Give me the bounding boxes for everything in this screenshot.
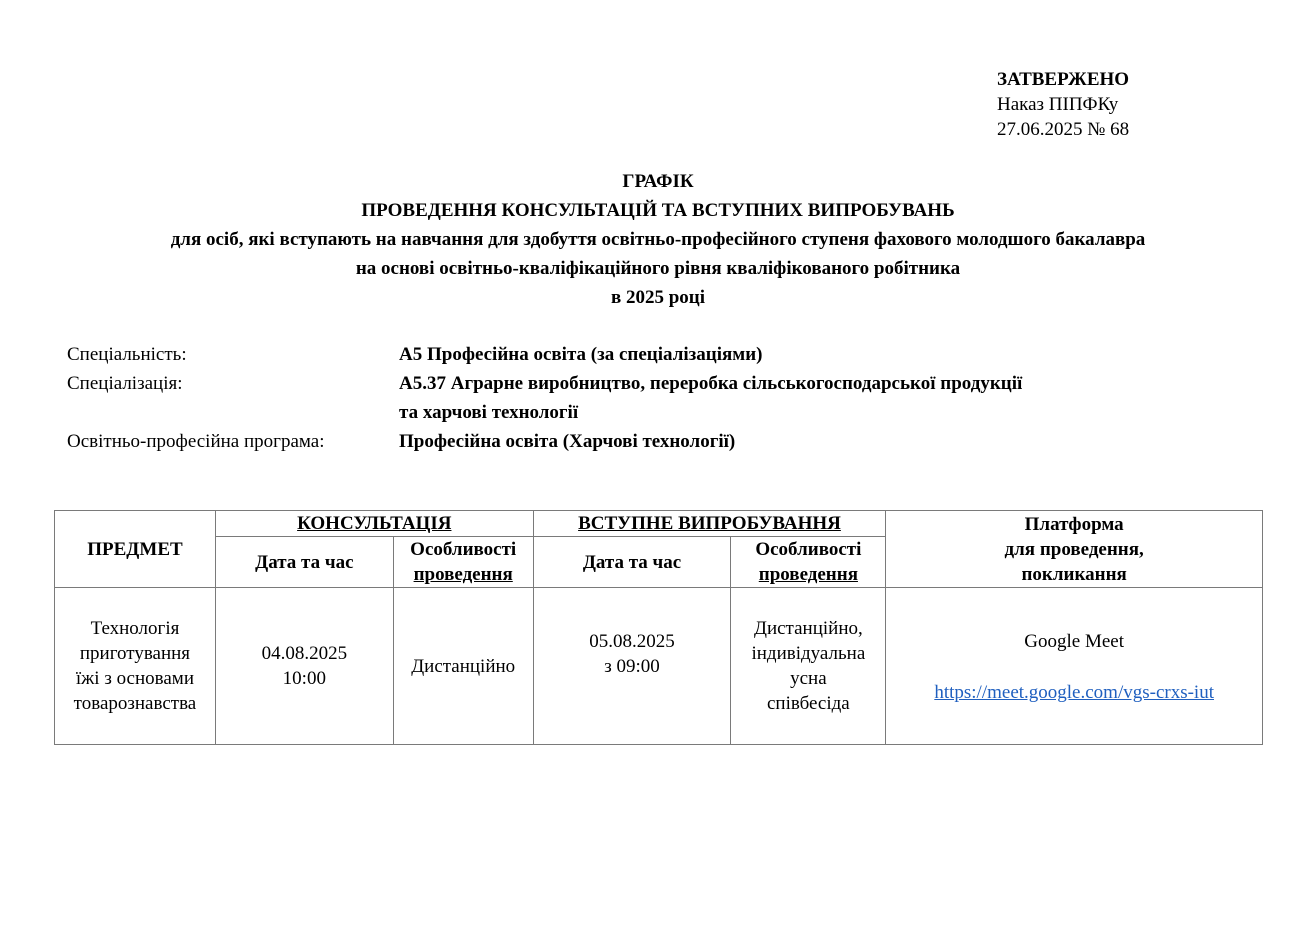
exam-mode-cell (731, 588, 886, 745)
approval-order: Наказ ПІПФКу (997, 94, 1119, 115)
subject-line-2: приготування (79, 643, 191, 664)
specialty-label: Спеціальність: (67, 344, 187, 365)
consult-mode-cell: Дистанційно (393, 588, 533, 745)
consult-datetime-cell (215, 588, 393, 745)
header-row-1 (55, 511, 1263, 537)
exam-mode-line-4: співбесіда (766, 693, 850, 714)
header-exam-features-line-2: проведення (758, 564, 858, 585)
specialization-label: Спеціалізація: (67, 373, 183, 394)
specialty-value: А5 Професійна освіта (за спеціалізаціями) (399, 344, 763, 365)
subject-cell (55, 588, 216, 745)
subject-line-1: Технологія (90, 618, 180, 639)
exam-mode-line-1: Дистанційно, (754, 618, 863, 639)
schedule-table (54, 510, 1263, 745)
header-consult-features (393, 537, 533, 588)
specialization-value (399, 369, 1022, 427)
consult-date: 04.08.2025 (261, 643, 348, 664)
header-platform-line-3: покликання (1021, 563, 1127, 585)
specialty-row (67, 340, 1022, 369)
header-consult-features-line-2: проведення (413, 564, 513, 585)
header-platform-line-1: Платформа (1024, 513, 1124, 535)
exam-datetime-cell (533, 588, 731, 745)
subject-line-4: товарознавства (73, 693, 197, 714)
approval-heading: ЗАТВЕРЖЕНО (997, 69, 1130, 90)
program-label: Освітньо-професійна програма: (67, 431, 325, 452)
program-value: Професійна освіта (Харчові технології) (399, 431, 736, 452)
title-line-4: на основі освітньо-кваліфікаційного рівня кваліфікованого робітника (355, 258, 961, 279)
header-subject: ПРЕДМЕТ (55, 511, 216, 588)
header-exam: ВСТУПНЕ ВИПРОБУВАННЯ (533, 511, 886, 537)
header-consult-date: Дата та час (215, 537, 393, 588)
title-line-2: ПРОВЕДЕННЯ КОНСУЛЬТАЦІЙ ТА ВСТУПНИХ ВИПРОБУВАНЬ (361, 200, 955, 221)
header-exam-features-line-1: Особливості (755, 539, 862, 560)
platform-name: Google Meet (1024, 631, 1125, 652)
consult-time: 10:00 (282, 668, 326, 689)
header-exam-date: Дата та час (533, 537, 731, 588)
subject-line-3: їжі з основами (75, 668, 195, 689)
header-consultation: КОНСУЛЬТАЦІЯ (215, 511, 533, 537)
exam-date: 05.08.2025 (589, 631, 675, 652)
header-platform (886, 511, 1263, 588)
specialization-value-line-1: А5.37 Аграрне виробництво, переробка сільськогосподарської продукції (399, 373, 1023, 394)
exam-mode-line-3: усна (790, 668, 827, 689)
approval-stamp (997, 67, 1129, 142)
exam-time: з 09:00 (604, 656, 660, 677)
title-line-3: для осіб, які вступають на навчання для здобуття освітньо-професійного ступеня фахового молодшого бакалавра (170, 229, 1146, 250)
document-title (0, 167, 1316, 312)
platform-cell (886, 588, 1263, 745)
header-platform-line-2: для проведення, (1004, 538, 1144, 560)
specialization-value-line-2: та харчові технології (399, 402, 579, 423)
platform-spacer (890, 654, 1258, 680)
header-exam-features (731, 537, 886, 588)
approval-date-number: 27.06.2025 № 68 (997, 119, 1130, 140)
program-info (67, 340, 1022, 456)
table-row (55, 588, 1263, 745)
program-row (67, 427, 1022, 456)
title-line-5: в 2025 році (610, 287, 706, 308)
specialization-row (67, 369, 1022, 427)
meeting-link[interactable]: https://meet.google.com/vgs-crxs-iut (934, 682, 1214, 703)
exam-mode-line-2: індивідуальна (751, 643, 866, 664)
header-consult-features-line-1: Особливості (410, 539, 517, 560)
title-line-1: ГРАФІК (622, 171, 694, 192)
